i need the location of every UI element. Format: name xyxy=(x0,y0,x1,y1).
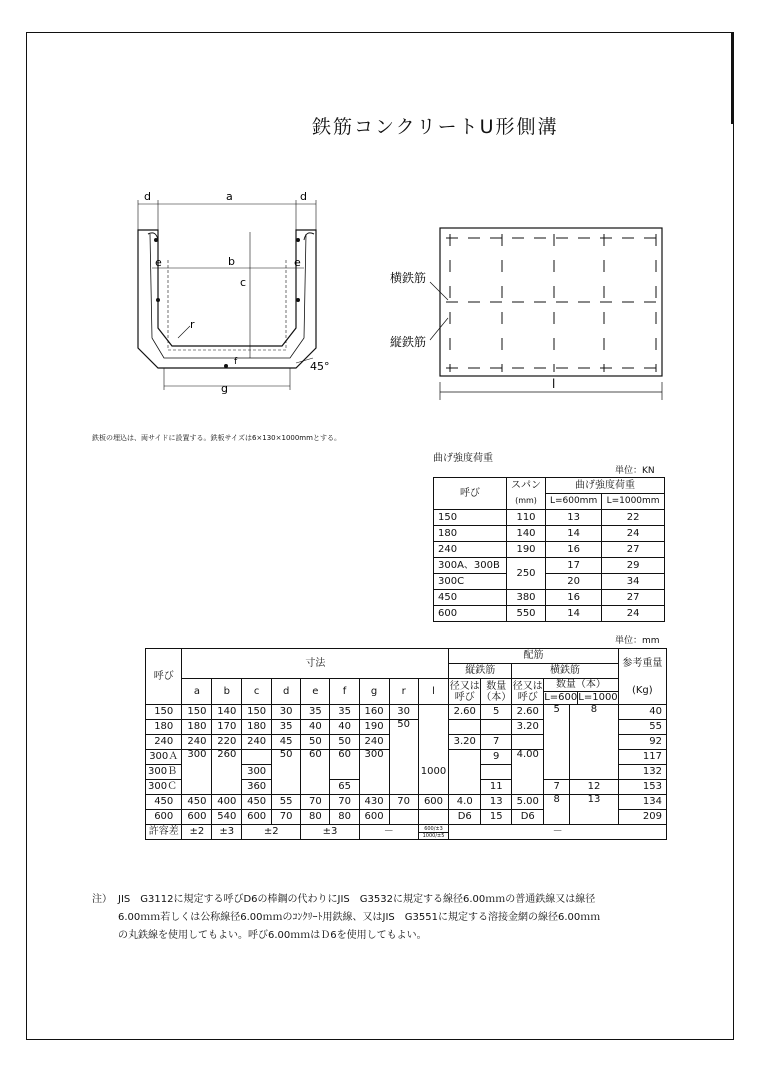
label-a: a xyxy=(226,190,233,203)
th-horiz: 横鉄筋 xyxy=(512,664,618,679)
th-dims: 寸法 xyxy=(182,649,449,679)
table-row: 300A、300B 250 17 29 xyxy=(434,558,665,574)
th-vert: 縦鉄筋 xyxy=(449,664,512,679)
bending-strength-table xyxy=(433,477,665,622)
note-line-1: JIS G3112に規定する呼びD6の棒鋼の代わりにJIS G3532に規定する線径6.00ｍｍの普通鉄線又は線径 xyxy=(118,894,596,905)
note-line-2: 6.00ｍｍ若しくは公称線径6.00ｍｍのｺﾝｸﾘｰﾄ用鉄線、又はJIS G3551に規定する溶接金網の線径6.00ｍｍ xyxy=(118,912,601,923)
bending-table-unit: 単位：KN xyxy=(615,466,655,476)
edge-mark xyxy=(731,32,734,124)
label-angle: 45° xyxy=(310,360,330,373)
table-row: 240 190 16 27 xyxy=(434,542,665,558)
table-row: 150 110 13 22 xyxy=(434,510,665,526)
plate-note: 鉄板の埋込は、両サイドに設置する。鉄板サイズは6×130×1000mmとする。 xyxy=(92,434,341,442)
u-section-drawing xyxy=(128,188,338,408)
th-rebar: 配筋 xyxy=(449,649,618,664)
bending-table-title: 曲げ強度荷重 xyxy=(433,453,493,464)
label-length: l xyxy=(552,377,556,391)
table-row: 300Ｃ 360 65 11 7 12 153 xyxy=(146,780,667,795)
page-title: 鉄筋コンクリートU形側溝 xyxy=(312,116,559,138)
th-span: スパン xyxy=(507,478,546,494)
label-e-right: e xyxy=(294,256,301,269)
label-d-left: d xyxy=(144,190,151,203)
label-vertical-rebar: 縦鉄筋 xyxy=(390,335,427,349)
table-row: 150 150 140 150 30 35 35 160 30 2.60 5 2.60 5 8 40 xyxy=(146,705,667,720)
th-l600: L=600mm xyxy=(546,494,602,510)
tolerance-row: 許容差 ±2 ±3 ±2 ±3 － 600/±3 1000/±5 － xyxy=(146,825,667,840)
table-row: 180 140 14 24 xyxy=(434,526,665,542)
label-b: b xyxy=(228,255,235,268)
th-weight: 参考重量 xyxy=(618,649,666,679)
table-row: 240 240 220 240 45 50 50 240 3.20 7 92 xyxy=(146,735,667,750)
table-row: 180 180 170 180 35 40 40 190 50 3.20 55 xyxy=(146,720,667,735)
table-row: 450 450 400 450 55 70 70 430 70 600 4.0 13 5.00 8 13 134 xyxy=(146,795,667,810)
th-strength: 曲げ強度荷重 xyxy=(546,478,665,494)
note-line-3: の丸鉄線を使用してもよい。呼び6.00ｍｍはＤ6を使用してもよい。 xyxy=(118,930,427,941)
rebar-hook-right xyxy=(304,233,314,240)
label-g: g xyxy=(221,382,228,395)
label-f: f xyxy=(234,357,238,367)
table-row: 600 600 540 600 70 80 80 600 D6 15 D6 209 xyxy=(146,810,667,825)
th-name: 呼び xyxy=(146,649,182,705)
table-row: 600 550 14 24 xyxy=(434,606,665,622)
dim-table-unit: 単位：mm xyxy=(615,636,660,646)
th-span-unit: (mm) xyxy=(507,494,546,510)
section-outer xyxy=(138,230,316,368)
label-r: r xyxy=(190,318,195,331)
th-name: 呼び xyxy=(434,478,507,510)
section-inner-line xyxy=(150,234,306,358)
label-horizontal-rebar: 横鉄筋 xyxy=(390,271,427,285)
table-row: 300C 20 34 xyxy=(434,574,665,590)
table-row: 450 380 16 27 xyxy=(434,590,665,606)
dimension-table: 呼び 寸法 配筋 参考重量 縦鉄筋 横鉄筋 a b c d e f g r l 径又は呼び 数量（本） 径又は呼び 数量（本） L=600 L=1000 (Kg) 150 150 140 150 30 35 35 160 30 2.60 5 2.60 5 8 40 180 180 170 180 35 40 40 190 50 3.20 55 240 240 220 240 45 50 50 240 3.20 7 92 300Ａ 300 260 50 60 60 300 9 4.00 117 300Ｂ 300 1000 132 300Ｃ 360 65 11 7 12 153 450 450 400 450 55 70 70 430 70 600 4.0 13 5.00 8 13 134 600 600 540 600 70 80 80 600 D6 15 D6 209 許容差 ±2 ±3 ±2 ±3 － 600/±3 1000/±5 － xyxy=(145,648,667,840)
label-c: c xyxy=(240,276,247,289)
rebar-plan-drawing xyxy=(378,222,678,402)
label-d-right: d xyxy=(300,190,307,203)
table-row: 300Ａ 300 260 50 60 60 300 9 4.00 117 xyxy=(146,750,667,765)
th-l1000: L=1000mm xyxy=(602,494,665,510)
table-row: 300Ｂ 300 1000 132 xyxy=(146,765,667,780)
label-e-left: e xyxy=(155,256,162,269)
note-label: 注） xyxy=(92,894,112,905)
